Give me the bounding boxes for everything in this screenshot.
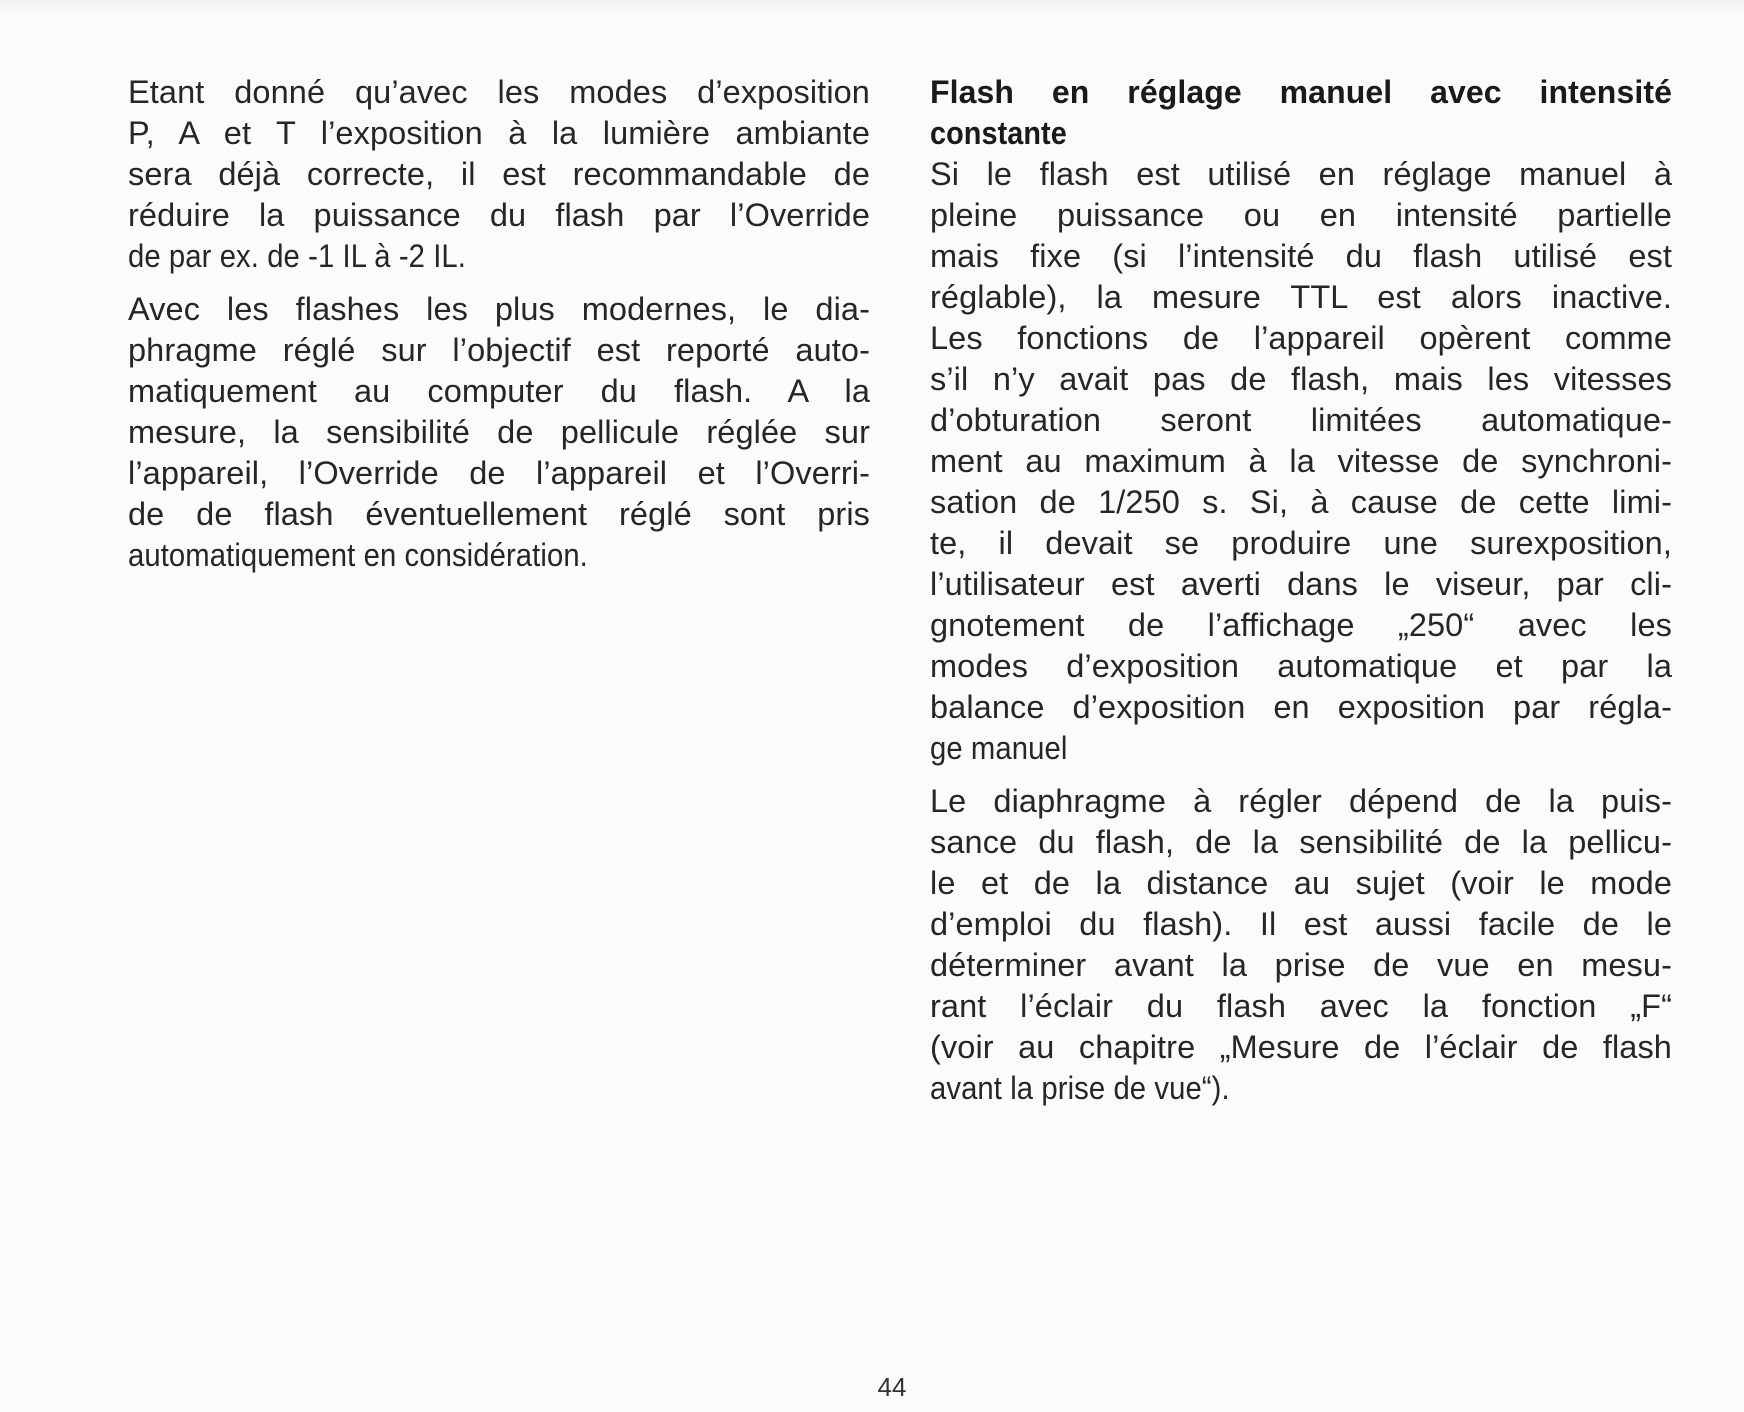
text-line: l’appareil, l’Override de l’appareil et l’Overri- <box>128 455 870 491</box>
text-line: Le diaphragme à régler dépend de la puis- <box>930 783 1672 819</box>
text-line: sance du flash, de la sensibilité de la pellicu- <box>930 824 1672 860</box>
heading-line: constante <box>930 115 1067 151</box>
paragraph-flash-reduction <box>128 72 870 277</box>
text-line: d’emploi du flash). Il est aussi facile de le <box>930 906 1672 942</box>
page-number: 44 <box>877 1372 907 1402</box>
text-line: mesure, la sensibilité de pellicule réglée sur <box>128 414 870 450</box>
text-line: de par ex. de -1 IL à -2 IL. <box>128 238 467 274</box>
text-line: Avec les flashes les plus modernes, le dia- <box>128 291 870 327</box>
text-line: sation de 1/250 s. Si, à cause de cette limi- <box>930 484 1672 520</box>
text-line: modes d’exposition automatique et par la <box>930 648 1672 684</box>
left-column <box>128 72 870 588</box>
text-line: P, A et T l’exposition à la lumière ambiante <box>128 115 870 151</box>
text-line: réduire la puissance du flash par l’Override <box>128 197 870 233</box>
text-line: sera déjà correcte, il est recommandable de <box>128 156 870 192</box>
text-line: gnotement de l’affichage „250“ avec les <box>930 607 1672 643</box>
right-column <box>930 72 1672 1121</box>
text-line: mais fixe (si l’intensité du flash utilisé est <box>930 238 1672 274</box>
text-line: Si le flash est utilisé en réglage manuel à <box>930 156 1672 192</box>
text-line: te, il devait se produire une surexposition, <box>930 525 1672 561</box>
text-line: s’il n’y avait pas de flash, mais les vitesses <box>930 361 1672 397</box>
heading-line: Flash en réglage manuel avec intensité <box>930 74 1672 110</box>
text-line: phragme réglé sur l’objectif est reporté auto- <box>128 332 870 368</box>
text-line: l’utilisateur est averti dans le viseur, par cli- <box>930 566 1672 602</box>
text-line: balance d’exposition en exposition par régla- <box>930 689 1672 725</box>
text-line: le et de la distance au sujet (voir le mode <box>930 865 1672 901</box>
text-line: rant l’éclair du flash avec la fonction „F“ <box>930 988 1672 1024</box>
text-line: (voir au chapitre „Mesure de l’éclair de flash <box>930 1029 1672 1065</box>
paragraph-aperture <box>930 781 1672 1109</box>
text-line: pleine puissance ou en intensité partielle <box>930 197 1672 233</box>
section-heading <box>930 72 1672 154</box>
text-line: automatiquement en considération. <box>128 537 588 573</box>
text-line: ge manuel <box>930 730 1068 766</box>
text-line: réglable), la mesure TTL est alors inactive. <box>930 279 1672 315</box>
paragraph-manual-flash <box>930 154 1672 769</box>
text-line: d’obturation seront limitées automatique- <box>930 402 1672 438</box>
text-line: Les fonctions de l’appareil opèrent comme <box>930 320 1672 356</box>
text-line: déterminer avant la prise de vue en mesu- <box>930 947 1672 983</box>
text-line: Etant donné qu’avec les modes d’exposition <box>128 74 870 110</box>
text-line: ment au maximum à la vitesse de synchroni- <box>930 443 1672 479</box>
text-line: de de flash éventuellement réglé sont pris <box>128 496 870 532</box>
text-line: matiquement au computer du flash. A la <box>128 373 870 409</box>
text-line: avant la prise de vue“). <box>930 1070 1230 1106</box>
paragraph-modern-flashes <box>128 289 870 576</box>
